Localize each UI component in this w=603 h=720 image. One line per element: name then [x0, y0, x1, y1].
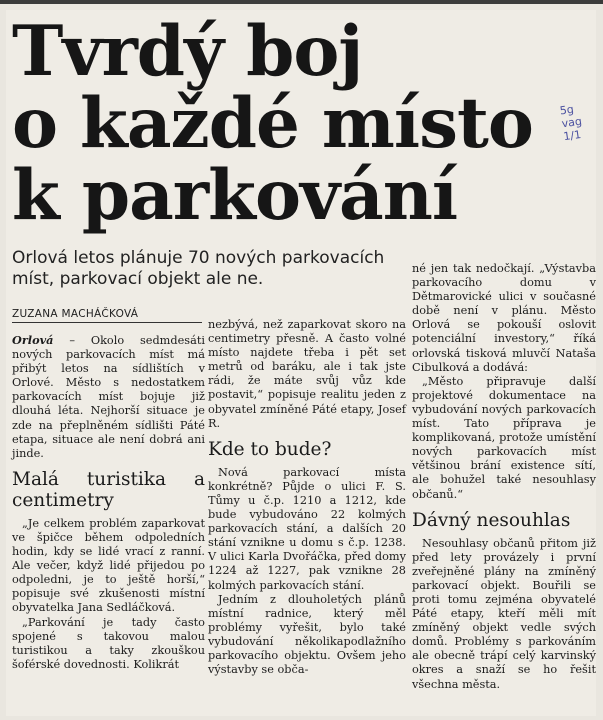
paragraph: Nová parkovací místa konkrétně? Půjde o ulici F. S. Tůmy u č.p. 1210 a 1212, kde bude vybudováno 22 kolmých parkovacích stání, a dalších 20 stání vznikne u domu s č.p. 1238. V ulici Karla Dvořáčka, před domy 1224 až 1227, pak vznikne 28 kolmých parkovacích stání. — [208, 465, 406, 592]
headline — [12, 11, 533, 236]
top-rule — [0, 0, 603, 4]
paragraph: nezbývá, než zaparkovat skoro na centimetry přesně. A často volné místo najdete třeba i pět set metrů od baráku, ale i tak jste rádi, že máte svůj vůz kde postavit,“ popisuje realitu jeden z obyvatel zmíněné Páté etapy, Josef R. — [208, 318, 406, 430]
column-3 — [412, 262, 596, 692]
byline: ZUZANA MACHÁČKOVÁ — [12, 308, 202, 323]
paragraph: „Parkování je tady často spojené s takovou malou turistikou a taky zkouškou šoférské dovednosti. Kolikrát — [12, 615, 205, 671]
subhead-kde-to-bude: Kde to bude? — [208, 438, 332, 460]
lead-paragraph — [12, 333, 205, 461]
subhead-davny-nesouhlas: Dávný nesouhlas — [412, 509, 571, 531]
paragraph: né jen tak nedočkají. „Výstavba parkovacího domu v Dětmarovické ulici v současné době není v plánu. Město Orlová se pokouší oslovit potenciální investory,“ říká orlovská tisková mluvčí Nataša Cibulková a dodává: — [412, 262, 596, 374]
subhead-mala-turistika: Malá turistika a centimetry — [12, 468, 205, 511]
headline-line-2: o každé místo — [12, 83, 533, 164]
handwritten-note-line-1: 5g — [558, 102, 575, 118]
headline-line-3: k parkování — [12, 155, 458, 236]
column-2 — [208, 318, 406, 677]
paragraph: „Je celkem problém zaparkovat ve špičce během odpoledních hodin, kdy se lidé vrací z ranní. Ale večer, když lidé přijedou po odpoledni, je to ještě horší,“ popisuje své zkušenosti místní obyvatelka Jana Sedláčková. — [12, 516, 205, 615]
column-1 — [12, 333, 205, 672]
paragraph: „Město připravuje další projektové dokumentace na vybudování nových parkovacích míst. Tato příprava je komplikovaná, protože umístění nových parkovacích míst většinou brání existence sítí, ale bohužel také nesouhlasy občanů.“ — [412, 374, 596, 501]
headline-line-1: Tvrdý boj — [12, 11, 363, 92]
dateline-place: Orlová — [12, 333, 54, 347]
handwritten-note-line-2: vag — [560, 114, 583, 131]
lead-text: – Okolo sedmdesáti nových parkovacích míst má přibýt letos na sídlištích v Orlové. Město s nedostatkem parkovacích míst bojuje již dlouhá léta. Nejhorší situace je zde na přeplněném sídlišti Páté etapa, situace ale není dobrá ani jinde. — [12, 334, 205, 460]
paragraph: Nesouhlasy občanů přitom již před lety provázely i první zveřejněné plány na zmíněný parkovací objekt. Bouřili se proti tomu zejména obyvatelé Páté etapy, kteří měli mít zmíněný objekt vedle svých domů. Problémy s parkováním ale obecně trápí celý karvinský okres a snaží se ho řešit všechna města. — [412, 536, 596, 691]
article-deck: Orlová letos plánuje 70 nových parkovacích míst, parkovací objekt ale ne. — [12, 248, 385, 289]
handwritten-note-line-3: 1/1 — [562, 127, 582, 144]
paragraph: Jedním z dlouholetých plánů místní radnice, který měl problémy vyřešit, bylo také vybudování několikapodlažního parkovacího objektu. Ovšem jeho výstavby se obča- — [208, 592, 406, 677]
